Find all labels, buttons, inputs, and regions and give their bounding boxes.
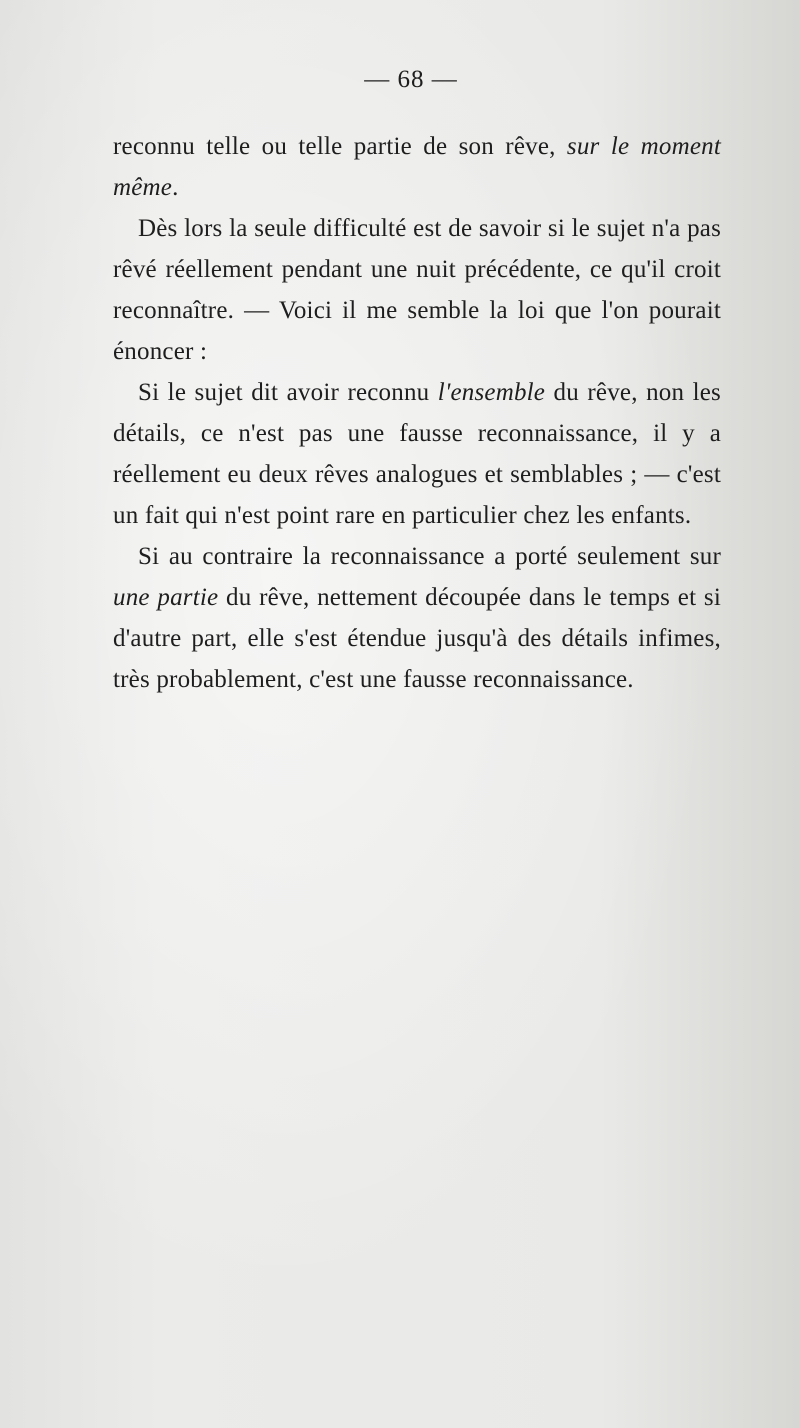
- paragraph-1-end: .: [172, 174, 179, 201]
- paragraph-3-emphasis: l'ensemble: [437, 379, 546, 406]
- paragraph-3-end: du rêve, non les détails, ce n'est pas une fausse reconnaissance, il y a réellement eu deux rêves analogues et semblables ; — c'est un fait qui n'est point rare en particulier chez les enfants.: [113, 379, 721, 529]
- paragraph-4-end: du rêve, nettement découpée dans le temps et si d'autre part, elle s'est étendue jusqu'à des détails infimes, très probablement, c'est une fausse reconnaissance.: [113, 584, 721, 693]
- page-number: — 68 —: [364, 66, 458, 93]
- paragraph-partie: [113, 536, 721, 700]
- paragraph-ensemble: [113, 372, 721, 536]
- paragraph-1-emphasis: sur le moment même: [113, 133, 721, 201]
- paragraph-difficulty: Dès lors la seule difficulté est de savoir si le sujet n'a pas rêvé réellement pendant une nuit précédente, ce qu'il croit reconnaître. — Voici il me semble la loi que l'on pourait énoncer :: [113, 215, 721, 365]
- paragraph-1-text: reconnu telle ou telle partie de son rêve,: [113, 133, 567, 160]
- paragraph-4-text: Si au contraire la reconnaissance a porté seulement sur: [138, 543, 721, 570]
- paragraph-3-text: Si le sujet dit avoir reconnu: [138, 379, 438, 406]
- body-text: [113, 126, 721, 700]
- paragraph-continuation: [113, 126, 721, 208]
- paragraph-4-emphasis: une partie: [113, 584, 219, 611]
